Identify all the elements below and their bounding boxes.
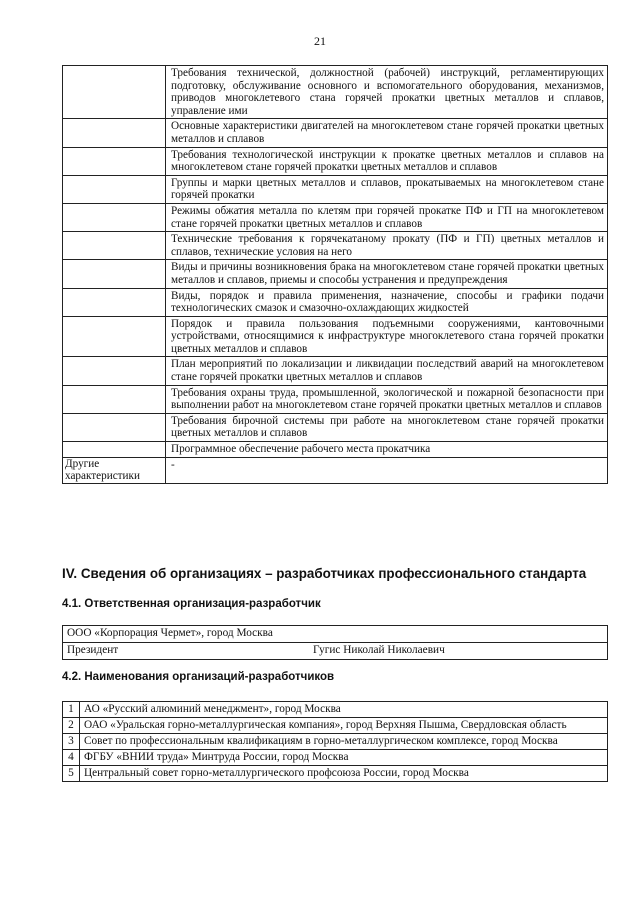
table-cell: План мероприятий по локализации и ликвидации последствий аварий на многоклетевом стане горячей прокатки цветных металлов и сплавов (166, 357, 608, 385)
table-cell-empty (63, 385, 166, 413)
table-row (63, 66, 608, 119)
table-cell: Программное обеспечение рабочего места прокатчика (166, 442, 608, 458)
table-row (63, 232, 608, 260)
table-row (63, 147, 608, 175)
org-name: ФГБУ «ВНИИ труда» Минтруда России, город Москва (80, 750, 608, 766)
org-name: АО «Русский алюминий менеджмент», город Москва (80, 702, 608, 718)
table-cell-empty (63, 357, 166, 385)
row-number: 2 (63, 718, 80, 734)
developer-orgs-table (62, 701, 608, 782)
table-cell-empty (63, 66, 166, 119)
table-row (63, 750, 608, 766)
row-number: 1 (63, 702, 80, 718)
table-cell: Виды, порядок и правила применения, назначение, способы и графики подачи технологических смазок и смазочно-охлаждающих жидкостей (166, 288, 608, 316)
table-row (63, 175, 608, 203)
table-cell: Режимы обжатия металла по клетям при горячей прокатке ПФ и ГП на многоклетевом стане горячей прокатки цветных металлов и сплавов (166, 203, 608, 231)
table-cell: Виды и причины возникновения брака на многоклетевом стане горячей прокатки цветных металлов и сплавов, приемы и способы устранения и предупреждения (166, 260, 608, 288)
signatory-name: Гугис Николай Николаевич (313, 644, 445, 656)
signatory-role: Президент (67, 644, 119, 656)
table-row (63, 766, 608, 782)
table-cell: Требования бирочной системы при работе на многоклетевом стане горячей прокатки цветных металлов и сплавов (166, 413, 608, 441)
subsection-title-4-1: 4.1. Ответственная организация-разработчик (62, 598, 321, 610)
table-row (63, 357, 608, 385)
section-title: IV. Сведения об организациях – разработчиках профессионального стандарта (62, 566, 587, 581)
table-row (63, 442, 608, 458)
table-cell-empty (63, 288, 166, 316)
table-cell: Порядок и правила пользования подъемными сооружениями, кантовочными устройствами, относящимися к инфраструктуре многоклетевого стана горячей прокатки цветных металлов и сплавов (166, 316, 608, 357)
table-cell: Требования охраны труда, промышленной, экологической и пожарной безопасности при выполнении работ на многоклетевом стане горячей прокатки цветных металлов и сплавов (166, 385, 608, 413)
table-row (63, 734, 608, 750)
table-cell-empty (63, 442, 166, 458)
table-row (63, 316, 608, 357)
table-cell: Группы и марки цветных металлов и сплавов, прокатываемых на многоклетевом стане горячей прокатки (166, 175, 608, 203)
other-characteristics-value: - (166, 457, 608, 483)
table-cell: Технические требования к горячекатаному прокату (ПФ и ГП) цветных металлов и сплавов, технические условия на него (166, 232, 608, 260)
table-cell-empty (63, 203, 166, 231)
knowledge-table (62, 65, 608, 484)
table-cell-empty (63, 147, 166, 175)
table-row (63, 626, 608, 643)
page-number: 21 (314, 34, 326, 48)
table-row (63, 288, 608, 316)
table-row (63, 413, 608, 441)
row-number: 3 (63, 734, 80, 750)
table-cell-empty (63, 316, 166, 357)
responsible-org-table (62, 625, 608, 660)
table-cell-empty (63, 260, 166, 288)
table-cell: Требования технологической инструкции к прокатке цветных металлов и сплавов на многоклетевом стане горячей прокатки цветных металлов и сплавов (166, 147, 608, 175)
subsection-title-4-2: 4.2. Наименования организаций-разработчиков (62, 671, 335, 683)
table-cell-empty (63, 119, 166, 147)
table-row (63, 702, 608, 718)
org-name: Совет по профессиональным квалификациям в горно-металлургическом комплексе, город Москва (80, 734, 608, 750)
table-row (63, 203, 608, 231)
table-cell-empty (63, 413, 166, 441)
table-cell: Требования технической, должностной (рабочей) инструкций, регламентирующих подготовку, обслуживание основного и вспомогательного оборудования, механизмов, приводов многоклетевого стана горячей прокатки цветных металлов и сплавов, управление ими (166, 66, 608, 119)
table-row (63, 260, 608, 288)
table-cell-empty (63, 175, 166, 203)
row-number: 5 (63, 766, 80, 782)
org-name: ООО «Корпорация Чермет», город Москва (63, 626, 608, 643)
org-name: Центральный совет горно-металлургического профсоюза России, город Москва (80, 766, 608, 782)
table-row (63, 119, 608, 147)
table-cell: Основные характеристики двигателей на многоклетевом стане горячей прокатки цветных металлов и сплавов (166, 119, 608, 147)
signatory-cell (63, 643, 608, 660)
table-row (63, 385, 608, 413)
org-name: ОАО «Уральская горно-металлургическая компания», город Верхняя Пышма, Свердловская область (80, 718, 608, 734)
row-number: 4 (63, 750, 80, 766)
other-characteristics-label: Другие характеристики (63, 457, 166, 483)
table-row (63, 643, 608, 660)
table-row-other (63, 457, 608, 483)
table-row (63, 718, 608, 734)
table-cell-empty (63, 232, 166, 260)
